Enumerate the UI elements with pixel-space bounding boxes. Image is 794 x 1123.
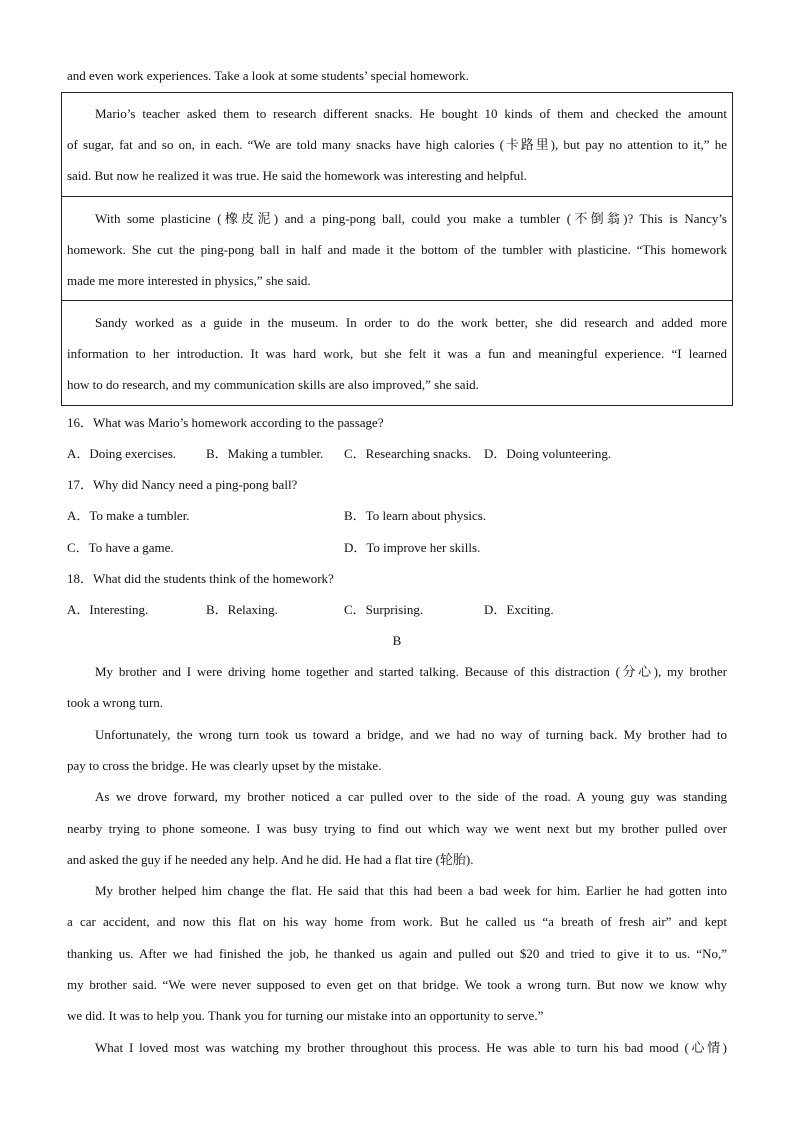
passage-b-line: What I loved most was watching my brother throughout this process. He was able to turn his bad mood (心情) bbox=[95, 1040, 727, 1055]
box-line: of sugar, fat and so on, in each. “We are told many snacks have high calories (卡路里), but pay no attention to it,” he bbox=[67, 137, 727, 152]
passage-b-line: thanking us. After we had finished the job, he thanked us again and pulled out $20 and tried to give it to us. “No,” bbox=[67, 946, 727, 961]
question-16-option-a: A．Doing exercises. bbox=[67, 446, 177, 461]
question-16-option-c: C．Researching snacks. bbox=[344, 446, 472, 461]
passage-b-line: a car accident, and now this flat on his way home from work. But he called us “a breath of fresh air” and kept bbox=[67, 914, 727, 929]
box-line: Sandy worked as a guide in the museum. In order to do the work better, she did research and added more bbox=[95, 315, 727, 330]
question-18-option-c: C．Surprising. bbox=[344, 602, 424, 617]
passage-b-line: Unfortunately, the wrong turn took us toward a bridge, and we had no way of turning back. My brother had to bbox=[95, 727, 727, 742]
box-line: made me more interested in physics,” she said. bbox=[67, 273, 311, 288]
passage-b-line: pay to cross the bridge. He was clearly upset by the mistake. bbox=[67, 758, 382, 773]
question-17-stem: 17．Why did Nancy need a ping-pong ball? bbox=[67, 477, 298, 492]
box-line: Mario’s teacher asked them to research different snacks. He bought 10 kinds of them and checked the amount bbox=[95, 106, 727, 121]
passage-b-line: took a wrong turn. bbox=[67, 695, 164, 710]
question-16-option-d: D．Doing volunteering. bbox=[484, 446, 612, 461]
passage-b-line: we did. It was to help you. Thank you for turning our mistake into an opportunity to serve.” bbox=[67, 1008, 544, 1023]
question-16-option-b: B．Making a tumbler. bbox=[206, 446, 324, 461]
passage-b-line: As we drove forward, my brother noticed a car pulled over to the side of the road. A young guy was standing bbox=[95, 789, 727, 804]
question-18-option-a: A．Interesting. bbox=[67, 602, 149, 617]
question-17-option-b: B．To learn about physics. bbox=[344, 508, 487, 523]
box-line: homework. She cut the ping-pong ball in half and made it the bottom of the tumbler with plasticine. “This homework bbox=[67, 242, 727, 257]
box-line: information to her introduction. It was hard work, but she felt it was a fun and meaningful experience. “I learned bbox=[67, 346, 727, 361]
question-18-option-d: D．Exciting. bbox=[484, 602, 554, 617]
question-16-stem: 16．What was Mario’s homework according to the passage? bbox=[67, 415, 384, 430]
box-line: said. But now he realized it was true. He said the homework was interesting and helpful. bbox=[67, 168, 527, 183]
box-line: With some plasticine (橡皮泥) and a ping-pong ball, could you make a tumbler (不倒翁)? This is Nancy’s bbox=[95, 211, 727, 226]
question-18-option-b: B．Relaxing. bbox=[206, 602, 278, 617]
question-17-option-c: C．To have a game. bbox=[67, 540, 174, 555]
passage-b-line: and asked the guy if he needed any help. And he did. He had a flat tire (轮胎). bbox=[67, 852, 474, 867]
question-17-option-a: A．To make a tumbler. bbox=[67, 508, 190, 523]
intro-tail-line: and even work experiences. Take a look at some students’ special homework. bbox=[67, 68, 469, 83]
question-18-stem: 18．What did the students think of the homework? bbox=[67, 571, 334, 586]
passage-b-line: My brother helped him change the flat. He said that this had been a bad week for him. Earlier he had gotten into bbox=[95, 883, 727, 898]
passage-b-line: My brother and I were driving home together and started talking. Because of this distraction (分心), my brother bbox=[95, 664, 727, 679]
section-b-heading: B bbox=[392, 633, 402, 648]
passage-b-line: nearby trying to phone someone. I was busy trying to find out which way we went next but my brother pulled over bbox=[67, 821, 727, 836]
question-17-option-d: D．To improve her skills. bbox=[344, 540, 481, 555]
box-line: how to do research, and my communication skills are also improved,” she said. bbox=[67, 377, 479, 392]
passage-b-line: my brother said. “We were never supposed to even get on that bridge. We took a wrong turn. But now we know why bbox=[67, 977, 727, 992]
